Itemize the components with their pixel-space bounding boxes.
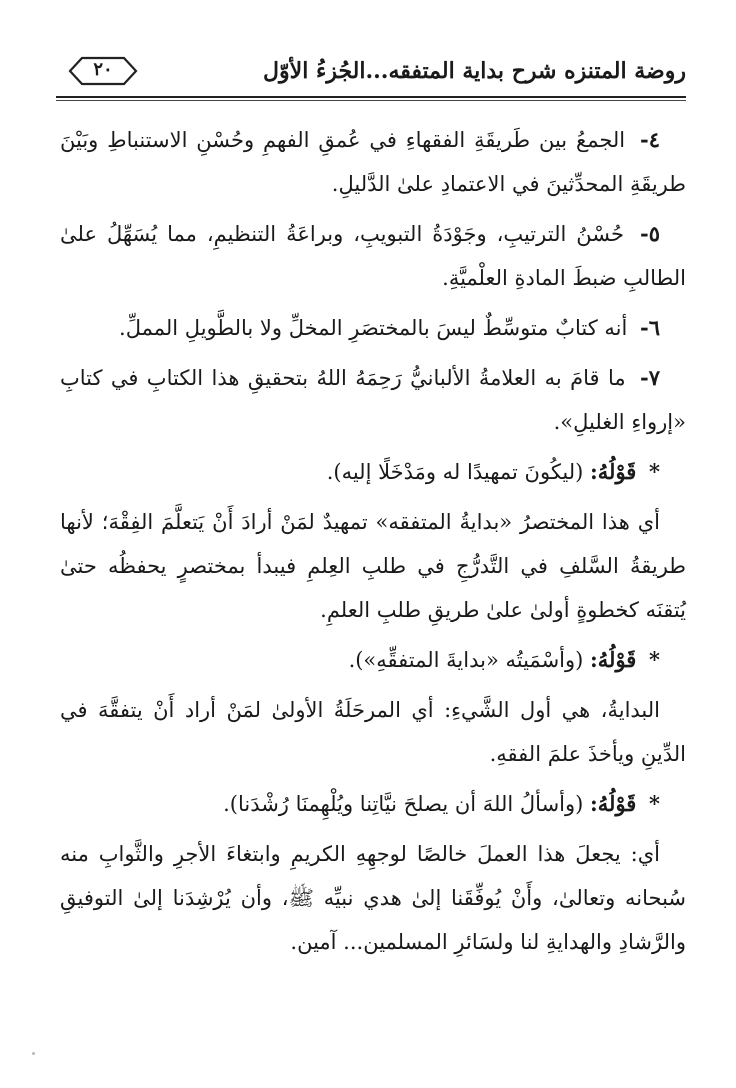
list-item-5 xyxy=(60,212,686,300)
quote-paragraph xyxy=(60,782,686,826)
item-text: ما قامَ به العلامةُ الألبانيُّ رَحِمَهُ اللهُ بتحقيقِ هذا الكتابِ في كتابِ «إرواءِ الغليلِ». xyxy=(60,366,686,434)
item-number: ٥- xyxy=(639,221,660,246)
item-text: الجمعُ بين طَريقَةِ الفقهاءِ في عُمقِ الفهمِ وحُسْنِ الاستنباطِ وبَيْنَ طريقَةِ المحدِّثينَ في الاعتمادِ علىٰ الدَّليلِ. xyxy=(60,128,686,196)
item-text: أنه كتابٌ متوسِّطٌ ليسَ بالمختصَرِ المخلِّ ولا بالطَّويلِ المملِّ. xyxy=(119,316,628,340)
commentary-text: أي هذا المختصرُ «بدايةُ المتفقه» تمهيدٌ لمَنْ أرادَ أَنْ يَتعلَّمَ الفِقْهَ؛ لأنها طريقةُ السَّلفِ في التَّدرُّجِ في طلبِ العِلمِ فيبدأ بمختصرٍ يحفظُه حتىٰ يُتقنَه كخطوةٍ أولىٰ علىٰ طريقِ طلبِ العلمِ. xyxy=(60,510,686,622)
page-header xyxy=(56,52,688,100)
item-number: ٧- xyxy=(639,365,660,390)
quote-text: (وأسْمَيتُه «بدايةَ المتفقِّهِ»). xyxy=(348,648,584,672)
list-item-4 xyxy=(60,118,686,206)
star-marker: * xyxy=(649,791,660,816)
item-number: ٦- xyxy=(640,315,660,340)
quote-paragraph xyxy=(60,638,686,682)
star-marker: * xyxy=(649,459,660,484)
page-number-badge xyxy=(68,56,138,86)
commentary-paragraph xyxy=(60,688,686,776)
list-item-6 xyxy=(60,306,686,350)
star-marker: * xyxy=(649,647,660,672)
list-item-7 xyxy=(60,356,686,444)
item-text: حُسْنُ الترتيبِ، وجَوْدَةُ التبويبِ، وبراعَةُ التنظيمِ، مما يُسَهِّلُ علىٰ الطالبِ ضبطَ المادةِ العلْميَّةِ. xyxy=(60,222,686,290)
commentary-paragraph xyxy=(60,832,686,964)
quote-text: (وأسألُ اللهَ أن يصلحَ نيَّاتِنا ويُلْهِمنَا رُشْدَنا). xyxy=(223,792,584,816)
quote-label: قَوْلُهُ: xyxy=(590,459,637,484)
header-title: روضة المتنزه شرح بداية المتفقه...الجُزءُ الأوّل xyxy=(263,58,686,84)
header-divider xyxy=(56,96,686,98)
item-number: ٤- xyxy=(640,127,660,152)
commentary-paragraph xyxy=(60,500,686,632)
commentary-text: البدايةُ، هي أول الشَّيءِ: أي المرحَلَةُ الأولىٰ لمَنْ أراد أَنْ يتفقَّهَ في الدِّينِ ويأخذَ علمَ الفقهِ. xyxy=(60,698,686,766)
quote-label: قَوْلُهُ: xyxy=(590,647,637,672)
header-divider-thin xyxy=(56,100,686,101)
page-number: ٢٠ xyxy=(93,59,113,80)
quote-label: قَوْلُهُ: xyxy=(590,791,637,816)
quote-paragraph xyxy=(60,450,686,494)
margin-speck xyxy=(32,1052,35,1055)
quote-text: (ليكُونَ تمهيدًا له ومَدْخَلًا إليه). xyxy=(326,460,584,484)
commentary-text: أي: يجعلَ هذا العملَ خالصًا لوجهِهِ الكريمِ وابتغاءَ الأجرِ والثَّوابِ منه سُبحانه وتعالىٰ، وأَنْ يُوفِّقَنا إلىٰ هدي نبيِّه ﷺ، وأن يُرْشِدَنا إلىٰ التوفيقِ والرَّشادِ والهدايةِ لنا ولسَائرِ المسلمين... آمين. xyxy=(60,842,686,954)
page-body xyxy=(60,118,686,970)
